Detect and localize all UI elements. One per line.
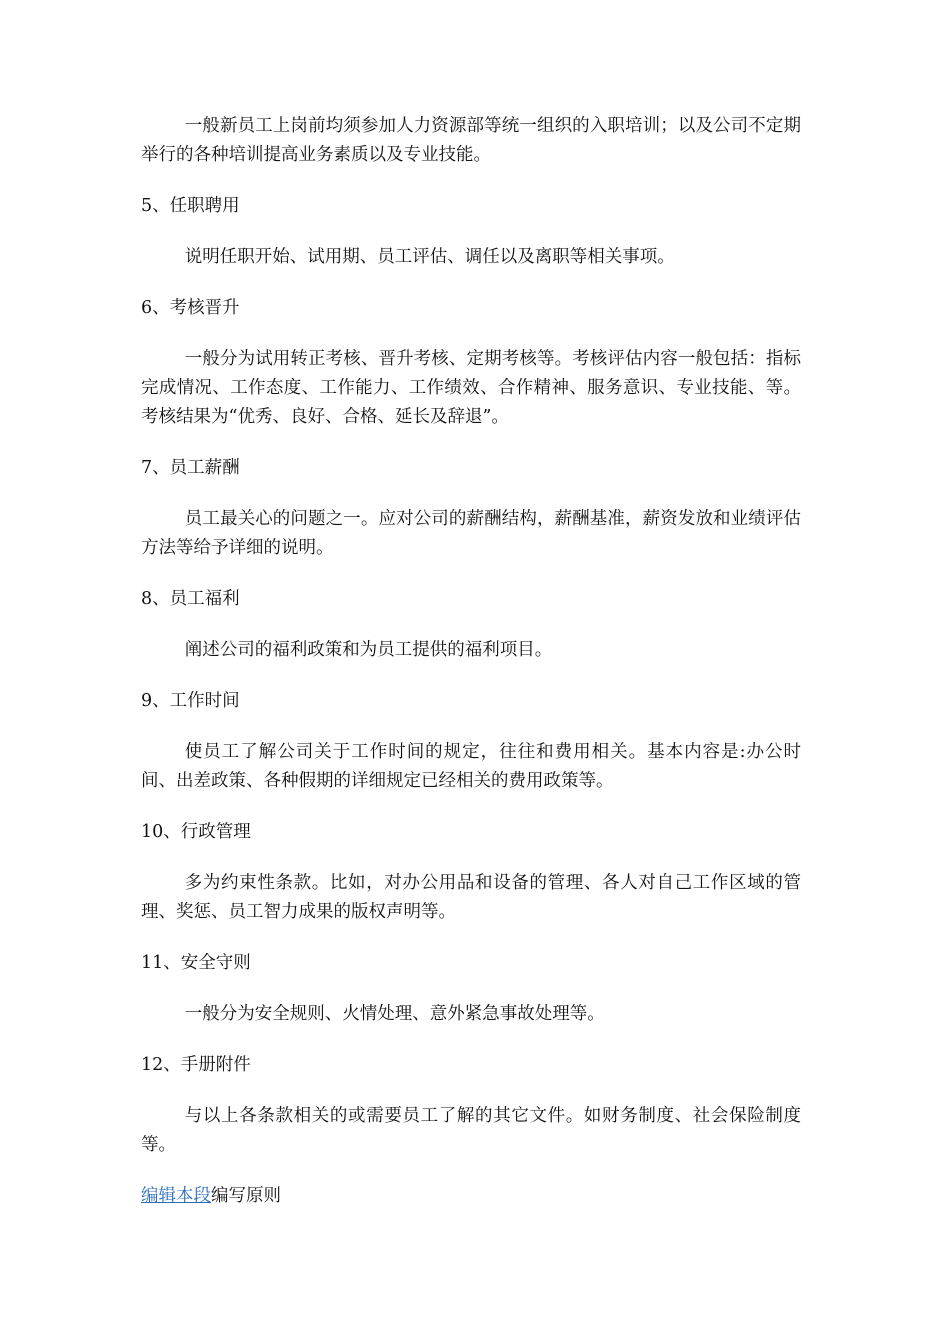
paragraph-training: 一般新员工上岗前均须参加人力资源部等统一组织的入职培训；以及公司不定期举行的各种培训提高业务素质以及专业技能。 — [141, 116, 801, 165]
section-heading-12: 12、手册附件 — [141, 1055, 251, 1075]
paragraph-attachments: 与以上各条款相关的或需要员工了解的其它文件。如财务制度、社会保险制度等。 — [141, 1106, 801, 1155]
paragraph-compensation: 员工最关心的问题之一。应对公司的薪酬结构，薪酬基准，薪资发放和业绩评估方法等给予详细的说明。 — [141, 509, 801, 558]
section-heading-11: 11、安全守则 — [141, 953, 251, 973]
paragraph-assessment: 一般分为试用转正考核、晋升考核、定期考核等。考核评估内容一般包括：指标完成情况、工作态度、工作能力、工作绩效、合作精神、服务意识、专业技能、等。考核结果为“优秀、良好、合格、延长及辞退”。 — [141, 349, 801, 427]
section-heading-7: 7、员工薪酬 — [141, 458, 240, 478]
paragraph-benefits: 阐述公司的福利政策和为员工提供的福利项目。 — [184, 640, 553, 660]
paragraph-working-hours: 使员工了解公司关于工作时间的规定，往往和费用相关。基本内容是:办公时间、出差政策、各种假期的详细规定已经相关的费用政策等。 — [141, 742, 801, 791]
section-heading-10: 10、行政管理 — [141, 822, 251, 842]
section-heading-8: 8、员工福利 — [141, 589, 240, 609]
section-heading-6: 6、考核晋升 — [141, 298, 240, 318]
section-heading-5: 5、任职聘用 — [141, 196, 240, 216]
edit-section-link[interactable]: 编辑本段 — [141, 1186, 211, 1206]
paragraph-employment: 说明任职开始、试用期、员工评估、调任以及离职等相关事项。 — [184, 247, 675, 267]
document-body — [141, 112, 801, 1211]
section-title: 编写原则 — [211, 1186, 281, 1206]
paragraph-safety: 一般分为安全规则、火情处理、意外紧急事故处理等。 — [184, 1004, 605, 1024]
section-title-line — [141, 1182, 801, 1211]
paragraph-administration: 多为约束性条款。比如，对办公用品和设备的管理、各人对自己工作区域的管理、奖惩、员工智力成果的版权声明等。 — [141, 873, 801, 922]
section-heading-9: 9、工作时间 — [141, 691, 240, 711]
